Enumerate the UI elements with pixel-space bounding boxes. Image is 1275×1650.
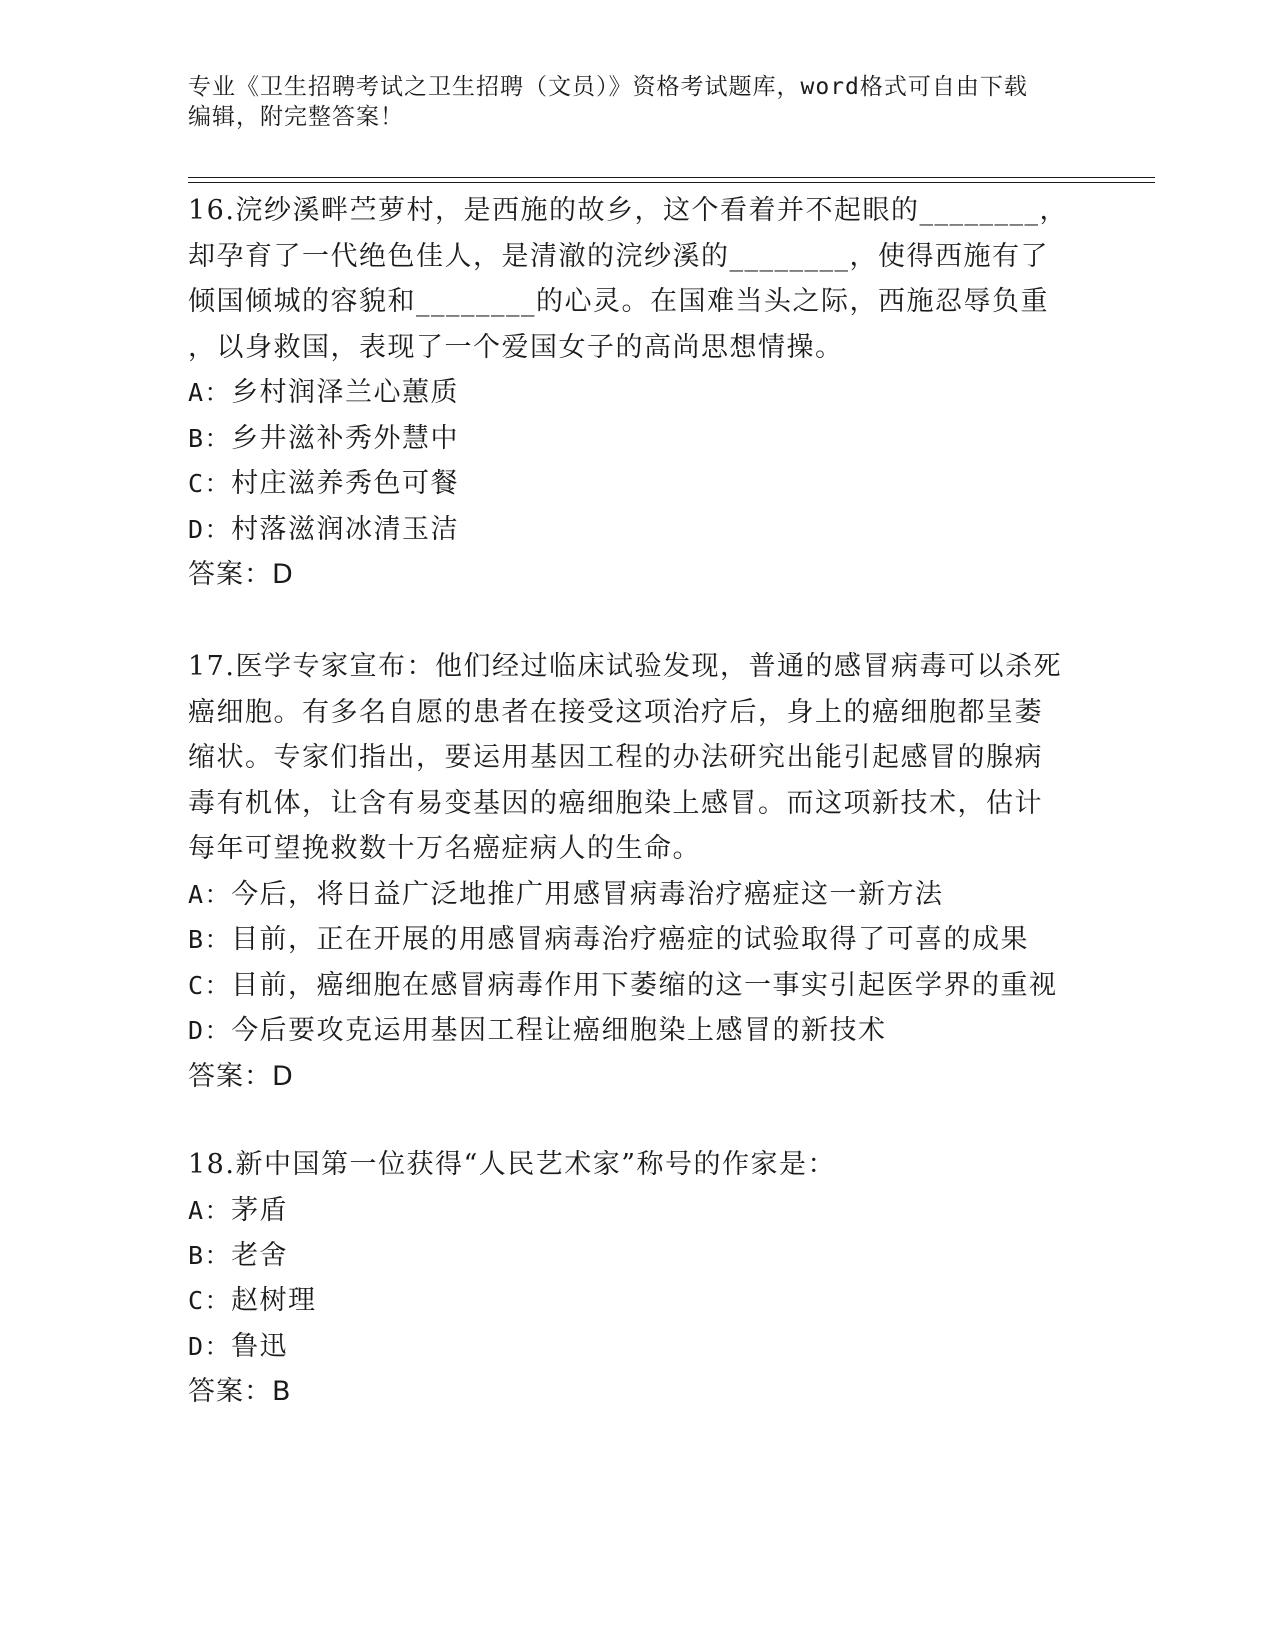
- option-text: 茅盾: [231, 1194, 289, 1226]
- option-letter: D：: [188, 1331, 232, 1361]
- question-line: 18.新中国第一位获得“人民艺术家”称号的作家是：: [188, 1149, 837, 1180]
- option-text: 乡村润泽兰心蕙质: [231, 377, 460, 409]
- option-text: 目前，正在开展的用感冒病毒治疗癌症的试验取得了可喜的成果: [231, 924, 1030, 956]
- option-d: [188, 1324, 1088, 1369]
- option-letter: D：: [188, 1016, 232, 1046]
- question-line: 倾国倾城的容貌和________的心灵。在国难当头之际，西施忍辱负重: [188, 286, 1049, 318]
- question-line: ，以身救国，表现了一个爱国女子的高尚思想情操。: [188, 331, 844, 363]
- header-divider-top: [188, 177, 1155, 178]
- option-letter: B：: [188, 925, 232, 955]
- question-16: [188, 188, 1088, 598]
- option-text: 老舍: [231, 1240, 289, 1271]
- option-a: [188, 1188, 1088, 1233]
- option-text: 今后，将日益广泛地推广用感冒病毒治疗癌症这一新方法: [231, 878, 944, 910]
- question-17: [188, 644, 1088, 1100]
- question-line: 17.医学专家宣布：他们经过临床试验发现，普通的感冒病毒可以杀死: [188, 651, 1062, 682]
- answer-line: 答案：D: [188, 559, 294, 590]
- document-header: [188, 72, 1088, 132]
- option-letter: D：: [188, 514, 232, 544]
- option-c: [188, 1278, 1088, 1323]
- option-b: [188, 1233, 1088, 1278]
- option-c: [188, 461, 1088, 506]
- option-a: [188, 370, 1088, 415]
- option-letter: B：: [188, 1241, 232, 1270]
- option-text: 今后要攻克运用基因工程让癌细胞染上感冒的新技术: [231, 1015, 887, 1047]
- header-line-1: 专业《卫生招聘考试之卫生招聘（文员）》资格考试题库，word格式可自由下载: [188, 74, 1028, 100]
- question-line: 每年可望挽救数十万名癌症病人的生命。: [188, 833, 701, 865]
- option-text: 村落滋润冰清玉洁: [231, 513, 460, 545]
- question-line: 缩状。专家们指出，要运用基因工程的办法研究出能引起感冒的腺病: [188, 742, 1043, 774]
- question-line: 癌细胞。有多名自愿的患者在接受这项治疗后，身上的癌细胞都呈萎: [188, 696, 1043, 728]
- option-letter: A：: [188, 1195, 232, 1225]
- option-text: 目前，癌细胞在感冒病毒作用下萎缩的这一事实引起医学界的重视: [231, 969, 1058, 1001]
- option-text: 乡井滋补秀外慧中: [231, 422, 460, 454]
- option-letter: B：: [188, 423, 232, 453]
- option-c: [188, 963, 1088, 1008]
- option-a: [188, 872, 1088, 917]
- option-text: 鲁迅: [231, 1330, 289, 1362]
- header-divider-bottom: [188, 182, 1155, 183]
- option-b: [188, 917, 1088, 962]
- question-line: 毒有机体，让含有易变基因的癌细胞染上感冒。而这项新技术，估计: [188, 787, 1043, 819]
- option-letter: C：: [188, 970, 232, 1000]
- option-text: 赵树理: [231, 1285, 317, 1317]
- answer-line: 答案：D: [188, 1060, 294, 1092]
- header-line-2: 编辑，附完整答案！: [188, 104, 404, 130]
- option-d: [188, 1008, 1088, 1053]
- answer-line: 答案：B: [188, 1376, 292, 1408]
- option-d: [188, 507, 1088, 552]
- question-line: 16.浣纱溪畔苎萝村，是西施的故乡，这个看着并不起眼的________，: [188, 195, 1068, 226]
- question-18: [188, 1142, 1088, 1415]
- option-text: 村庄滋养秀色可餐: [231, 468, 460, 500]
- question-line: 却孕育了一代绝色佳人，是清澈的浣纱溪的________，使得西施有了: [188, 240, 1049, 272]
- option-letter: C：: [188, 469, 232, 499]
- option-letter: C：: [188, 1286, 232, 1316]
- option-b: [188, 416, 1088, 461]
- option-letter: A：: [188, 879, 232, 909]
- option-letter: A：: [188, 378, 232, 408]
